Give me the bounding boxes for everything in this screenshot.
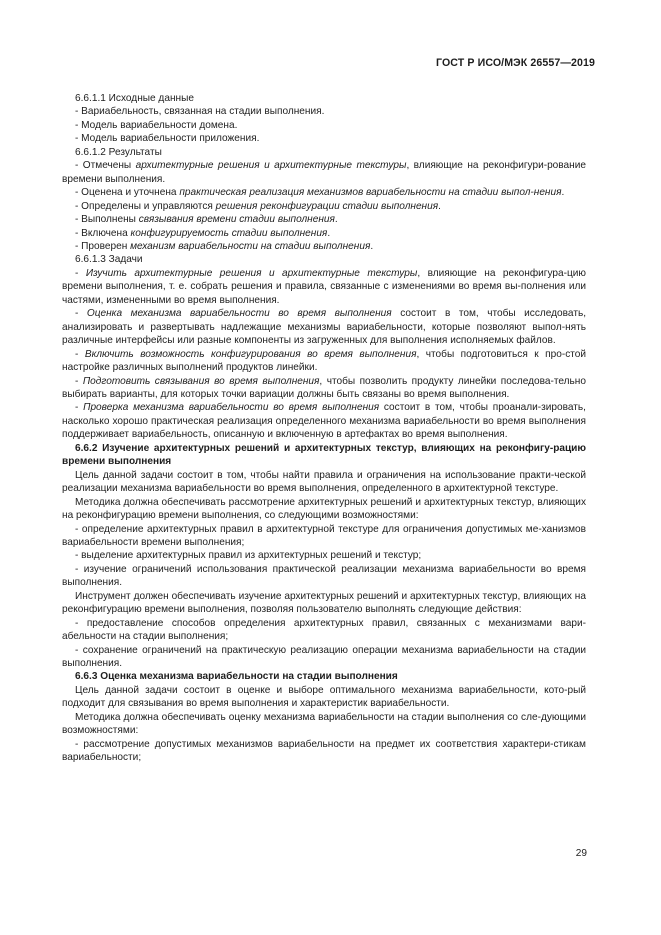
list-item: - Проверка механизма вариабельности во время выполнения состоит в том, чтобы проанали-зировать, насколько хорошо практическая реализация определенного механизма вариабельности во время выполнения поддерживает вариабельность, описанную и включенную в артефактах во время выполнения. (62, 402, 586, 441)
list-item: - Модель вариабельности домена. (75, 119, 238, 131)
paragraph: Методика должна обеспечивать рассмотрение архитектурных решений и архитектурных текстур, влияющих на реконфигурацию времени выполнения, со следующими возможностями: (62, 496, 586, 522)
paragraph: Инструмент должен обеспечивать изучение архитектурных решений и архитектурных текстур, влияющих на реконфигурацию времени выполнения, позволяя пользователю выполнять следующие действия: (62, 590, 586, 616)
list-item: - Подготовить связывания во время выполнения, чтобы позволить продукту линейки последова-тельно выбирать варианты, для которых точки вариации должны быть связаны во время выполнения. (62, 375, 586, 400)
list-item: - Изучить архитектурные решения и архитектурные текстуры, влияющие на реконфигура-цию времени выполнения, т. е. собрать решения и правила, связанные с изменениями во время вы-полнения или частями, измененными во время выполнения. (62, 267, 586, 306)
list-item: - Включить возможность конфигурирования во время выполнения, чтобы подготовиться к про-стой настройке различных выполнений продуктов линейки. (62, 348, 586, 374)
list-item: - Вариабельность, связанная на стадии выполнения. (75, 106, 325, 118)
list-item: - определение архитектурных правил в архитектурной текстуре для ограничения допустимых ме-ханизмов вариабельности времени выполнения; (62, 523, 586, 548)
paragraph: Цель данной задачи состоит в том, чтобы найти правила и ограничения на использование практи-ческой реализации механизма вариабельности во время выполнения, определенного в архитектурной текстуре. (62, 469, 586, 495)
document-body (62, 92, 586, 765)
heading-6-6-1-2: 6.6.1.2 Результаты (75, 146, 162, 158)
heading-6-6-1-3: 6.6.1.3 Задачи (75, 254, 143, 266)
heading-6-6-1-1: 6.6.1.1 Исходные данные (75, 93, 194, 104)
list-item: - Модель вариабельности приложения. (75, 133, 260, 145)
list-item: - сохранение ограничений на практическую реализацию операции механизма вариабельности на стадии выполнения. (62, 644, 586, 670)
list-item: - предоставление способов определения архитектурных правил, связанных с механизмами вари-абельности на стадии выполнения; (62, 617, 586, 643)
list-item: - рассмотрение допустимых механизмов вариабельности на предмет их соответствия характери-стикам вариабельности; (62, 738, 586, 764)
page-number: 29 (575, 848, 587, 859)
standard-code-header: ГОСТ Р ИСО/МЭК 26557—2019 (436, 57, 595, 69)
list-item: - Отмечены архитектурные решения и архитектурные текстуры, влияющие на реконфигури-рование времени выполнения. (62, 160, 586, 185)
list-item: - Проверен механизм вариабельности на стадии выполнения. (75, 240, 374, 252)
list-item: - Выполнены связывания времени стадии выполнения. (75, 214, 338, 226)
list-item: - Оценена и уточнена практическая реализация механизмов вариабельности на стадии выпол-нения. (75, 187, 565, 199)
section-heading-6-6-3: 6.6.3 Оценка механизма вариабельности на стадии выполнения (75, 671, 398, 683)
list-item: - Включена конфигурируемость стадии выполнения. (75, 227, 331, 239)
list-item: - Оценка механизма вариабельности во время выполнения состоит в том, чтобы исследовать, анализировать и развертывать надлежащие механизмы вариабельности, которые позволяют выпол-нять различные интерфейсы или разные компоненты из загруженных для выполнения исполняемых файлов. (62, 308, 587, 347)
paragraph: Цель данной задачи состоит в оценке и выборе оптимального механизма вариабельности, кото-рый подходит для связывания во время выполнения и характеристик вариабельности. (62, 684, 586, 710)
list-item: - выделение архитектурных правил из архитектурных решений и текстур; (75, 550, 422, 562)
section-heading-6-6-2: 6.6.2 Изучение архитектурных решений и архитектурных текстур, влияющих на реконфигу-рацию времени выполнения (62, 442, 586, 468)
paragraph: Методика должна обеспечивать оценку механизма вариабельности на стадии выполнения со сле-дующими возможностями: (62, 711, 586, 737)
list-item: - изучение ограничений использования практической реализации механизма вариабельности во время выполнения. (62, 563, 586, 589)
list-item: - Определены и управляются решения реконфигурации стадии выполнения. (75, 200, 441, 212)
